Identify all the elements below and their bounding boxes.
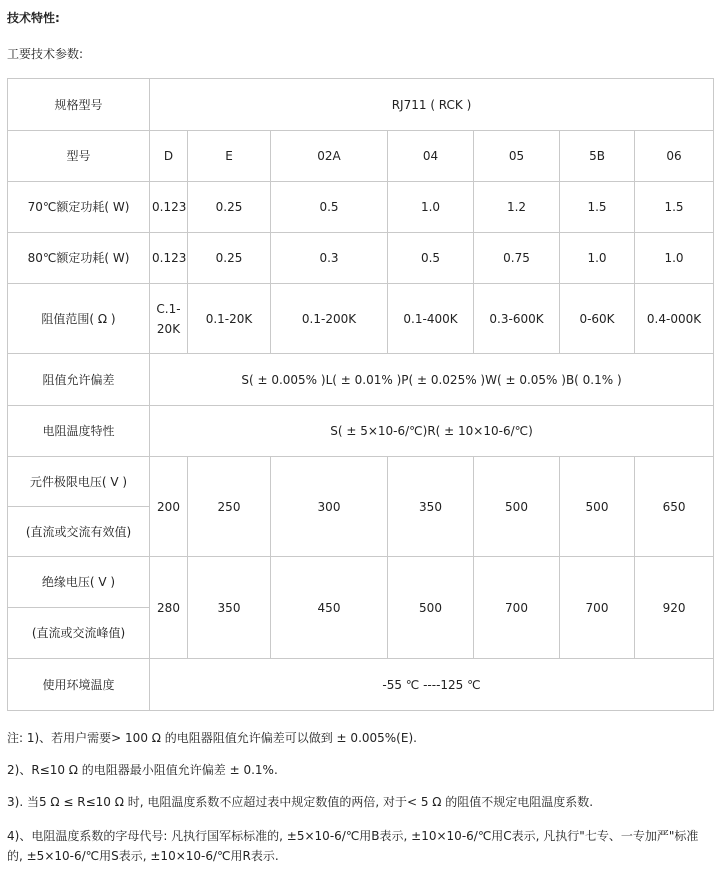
tempcoef-value: S( ± 5×10-6/℃)R( ± 10×10-6/℃) (150, 406, 714, 457)
row-label-insulation-voltage-note: (直流或交流峰值) (8, 608, 150, 659)
table-row (8, 131, 714, 182)
model-cell: E (188, 131, 271, 182)
row-label-env-temp: 使用环境温度 (8, 659, 150, 711)
range-cell: 0.1-20K (188, 284, 271, 354)
limit-cell: 200 (150, 457, 188, 557)
power80-cell: 1.0 (635, 233, 714, 284)
range-cell: 0.4-000K (635, 284, 714, 354)
table-row (8, 354, 714, 406)
row-label-limit-voltage-note: (直流或交流有效值) (8, 507, 150, 557)
insul-cell: 280 (150, 557, 188, 659)
limit-cell: 350 (388, 457, 474, 557)
row-label-limit-voltage: 元件极限电压( V ) (8, 457, 150, 507)
range-cell: 0-60K (560, 284, 635, 354)
model-cell: 05 (474, 131, 560, 182)
insul-cell: 450 (271, 557, 388, 659)
power80-cell: 0.25 (188, 233, 271, 284)
note-item: 4)、电阻温度系数的字母代号: 凡执行国军标标准的, ±5×10-6/℃用B表示, ±10×10-6/℃用C表示, 凡执行"七专、一专加严"标准的, ±5×10-6/℃用S表示, ±10×10-6/℃用R表示. (7, 829, 699, 863)
table-row (8, 182, 714, 233)
model-cell: 02A (271, 131, 388, 182)
range-cell: 0.3-600K (474, 284, 560, 354)
insul-cell: 500 (388, 557, 474, 659)
insul-cell: 700 (474, 557, 560, 659)
row-label-power80: 80℃额定功耗( W) (8, 233, 150, 284)
table-row (8, 659, 714, 711)
range-cell: C.1-20K (150, 284, 188, 354)
power70-cell: 1.5 (560, 182, 635, 233)
power80-cell: 0.75 (474, 233, 560, 284)
table-row (8, 79, 714, 131)
row-label-tempcoef: 电阻温度特性 (8, 406, 150, 457)
table-row (8, 457, 714, 507)
row-label-spec: 规格型号 (8, 79, 150, 131)
limit-cell: 500 (560, 457, 635, 557)
note-item: 2)、R≤10 Ω 的电阻器最小阻值允许偏差 ± 0.1%. (7, 763, 278, 777)
model-cell: 5B (560, 131, 635, 182)
table-row (8, 233, 714, 284)
table-row (8, 284, 714, 354)
section-heading: 技术特性: (7, 11, 60, 25)
insul-cell: 350 (188, 557, 271, 659)
limit-cell: 250 (188, 457, 271, 557)
range-cell: 0.1-200K (271, 284, 388, 354)
insul-cell: 700 (560, 557, 635, 659)
model-cell: D (150, 131, 188, 182)
power80-cell: 0.123 (150, 233, 188, 284)
spec-table (7, 78, 714, 711)
table-row (8, 557, 714, 608)
power70-cell: 1.2 (474, 182, 560, 233)
power70-cell: 0.123 (150, 182, 188, 233)
row-label-insulation-voltage: 绝缘电压( V ) (8, 557, 150, 608)
power70-cell: 0.25 (188, 182, 271, 233)
range-cell: 0.1-400K (388, 284, 474, 354)
note-item: 3). 当5 Ω ≤ R≤10 Ω 时, 电阻温度系数不应超过表中规定数值的两倍, 对于< 5 Ω 的阻值不规定电阻温度系数. (7, 795, 594, 809)
limit-cell: 300 (271, 457, 388, 557)
row-label-range: 阻值范围( Ω ) (8, 284, 150, 354)
env-temp-value: -55 ℃ ----125 ℃ (150, 659, 714, 711)
insul-cell: 920 (635, 557, 714, 659)
power80-cell: 1.0 (560, 233, 635, 284)
note-item: 注: 1)、若用户需要> 100 Ω 的电阻器阻值允许偏差可以做到 ± 0.005%(E). (7, 731, 417, 745)
model-cell: 04 (388, 131, 474, 182)
limit-cell: 500 (474, 457, 560, 557)
row-label-model: 型号 (8, 131, 150, 182)
tolerance-value: S( ± 0.005% )L( ± 0.01% )P( ± 0.025% )W( ± 0.05% )B( 0.1% ) (150, 354, 714, 406)
model-cell: 06 (635, 131, 714, 182)
table-row (8, 406, 714, 457)
row-label-tolerance: 阻值允许偏差 (8, 354, 150, 406)
power80-cell: 0.3 (271, 233, 388, 284)
limit-cell: 650 (635, 457, 714, 557)
power70-cell: 0.5 (271, 182, 388, 233)
row-label-power70: 70℃额定功耗( W) (8, 182, 150, 233)
power70-cell: 1.5 (635, 182, 714, 233)
spec-value: RJ711 ( RCK ) (150, 79, 714, 131)
power70-cell: 1.0 (388, 182, 474, 233)
notes-section (7, 730, 713, 866)
section-subheading: 工要技术参数: (7, 47, 84, 61)
power80-cell: 0.5 (388, 233, 474, 284)
